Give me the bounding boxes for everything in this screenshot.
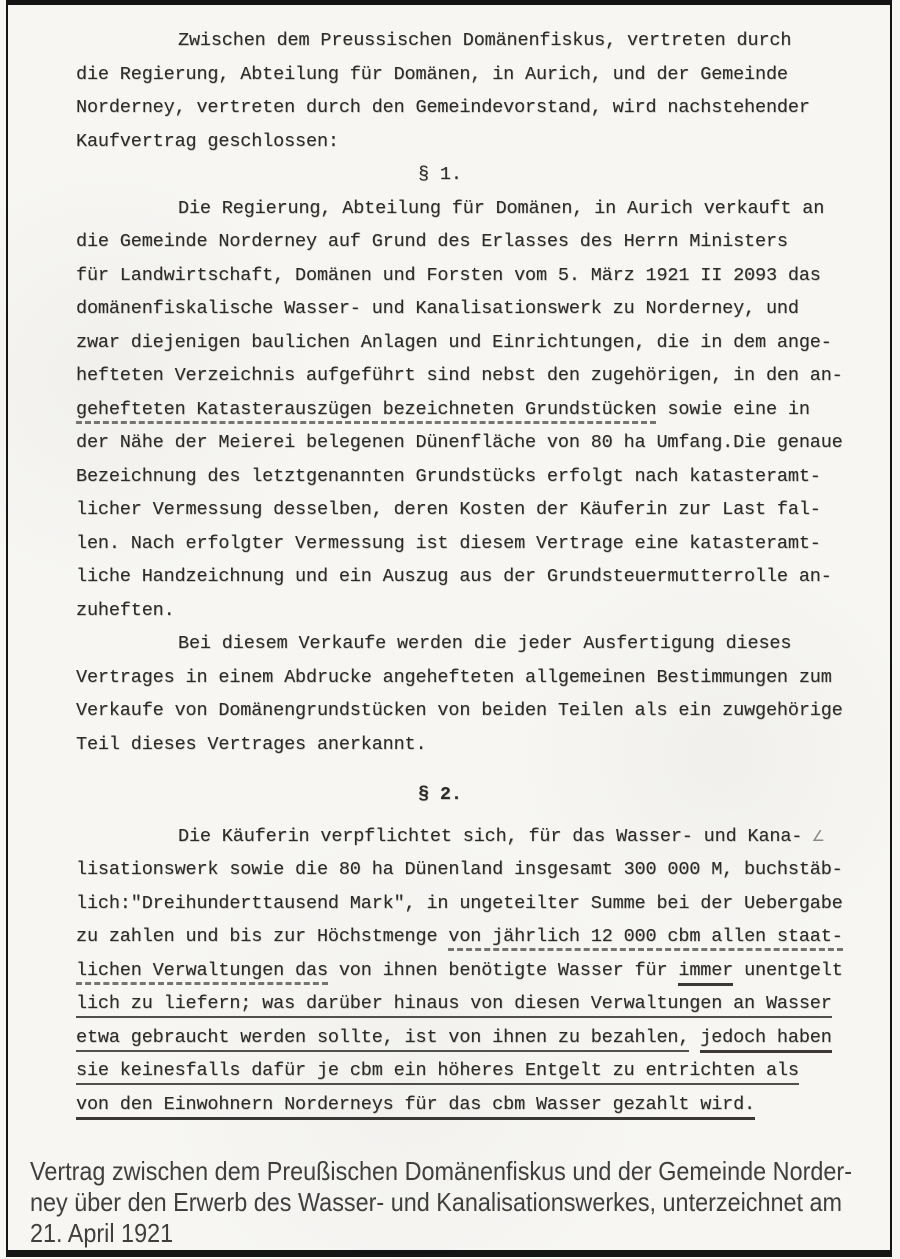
- text-segment: von ihnen benötigte Wasser für: [327, 959, 679, 981]
- text-segment: der Nähe der Meierei belegenen Dünenfläche von 80 ha Umfang.Die genaue: [76, 432, 843, 453]
- pencil-mark: ∠: [802, 826, 825, 845]
- text-segment: Vertrages in einem Abdrucke angehefteten allgemeinen Bestimmungen zum: [76, 666, 832, 688]
- document-line: [76, 359, 870, 393]
- document-line: [76, 292, 870, 326]
- text-segment: § 1.: [418, 164, 462, 185]
- document-line: [76, 853, 870, 887]
- document-line: [76, 661, 870, 695]
- document-line: [76, 326, 870, 360]
- text-segment: Kaufvertrag geschlossen:: [76, 130, 339, 152]
- text-segment: § 2.: [418, 784, 462, 805]
- document-line: [76, 1021, 870, 1055]
- text-segment: jedoch haben: [700, 1027, 831, 1053]
- document-line: [76, 192, 870, 226]
- section-heading: [418, 158, 870, 192]
- document-line: [76, 393, 870, 427]
- text-segment: Norderney, vertreten durch den Gemeindevorstand, wird nachstehender: [76, 97, 810, 118]
- text-segment: von den Einwohnern Norderneys für das cbm Wasser gezahlt wird.: [76, 1094, 755, 1120]
- text-segment: etwa gebraucht werden sollte, ist von ihnen zu bezahlen,: [76, 1027, 689, 1052]
- document-line: [76, 954, 870, 988]
- text-segment: lisationswerk sowie die 80 ha Dünenland insgesamt 300 000 M, buchstäb-: [76, 859, 843, 880]
- document-line: [76, 987, 870, 1021]
- caption-block: [30, 1156, 880, 1249]
- section-heading: [418, 778, 870, 812]
- text-segment: zu zahlen und bis zur Höchstmenge: [76, 926, 449, 947]
- text-segment: licher Vermessung desselben, deren Kosten der Käuferin zur Last fal-: [76, 499, 821, 520]
- document-line: [76, 58, 870, 92]
- document-line: [76, 24, 870, 58]
- text-segment: sowie eine in: [656, 398, 810, 420]
- caption-line: 21. April 1921: [30, 1218, 174, 1248]
- text-segment: Bezeichnung des letztgenannten Grundstücks erfolgt nach katasteramt-: [76, 465, 821, 487]
- text-segment: lichen Verwaltungen das: [76, 960, 328, 985]
- caption-line: ney über den Erwerb des Wasser- und Kanalisationswerkes, unterzeichnet am: [30, 1187, 843, 1217]
- document-line: [76, 1054, 870, 1088]
- text-segment: Teil dieses Vertrages anerkannt.: [76, 733, 427, 755]
- document-line: [76, 627, 870, 661]
- text-segment: Die Käuferin verpflichtet sich, für das Wasser- und Kana-: [178, 825, 803, 847]
- text-segment: domänenfiskalische Wasser- und Kanalisationswerk zu Norderney, und: [76, 298, 799, 319]
- document-line: [76, 493, 870, 527]
- text-segment: zuheften.: [76, 599, 175, 621]
- document-line: [76, 225, 870, 259]
- text-segment: liche Handzeichnung und ein Auszug aus der Grundsteuermutterrolle an-: [76, 566, 832, 587]
- document-line: [76, 426, 870, 460]
- document-line: [76, 259, 870, 293]
- document-line: [76, 820, 870, 854]
- document-line: [76, 694, 870, 728]
- document-line: [76, 594, 870, 628]
- document-line: [76, 728, 870, 762]
- text-segment: hefteten Verzeichnis aufgeführt sind nebst den zugehörigen, in den an-: [76, 365, 843, 386]
- document-line: [76, 91, 870, 125]
- text-segment: von jährlich 12 000 cbm allen staat-: [448, 926, 842, 951]
- document-line: [76, 1088, 870, 1122]
- text-segment: lich zu liefern; was darüber hinaus von diesen Verwaltungen an Wasser: [76, 993, 832, 1018]
- text-segment: Zwischen dem Preussischen Domänenfiskus, vertreten durch: [178, 30, 792, 51]
- text-segment: für Landwirtschaft, Domänen und Forsten vom 5. März 1921 II 2093 das: [76, 264, 821, 286]
- text-segment: gehefteten Katasterauszügen bezeichneten Grundstücken: [76, 399, 656, 424]
- text-segment: immer: [678, 960, 733, 986]
- text-segment: Die Regierung, Abteilung für Domänen, in Aurich verkauft an: [178, 197, 825, 219]
- contract-document: [76, 24, 870, 1121]
- text-segment: Verkaufe von Domänengrundstücken von beiden Teilen als ein zuwgehörige: [76, 700, 843, 721]
- document-line: [76, 560, 870, 594]
- text-segment: die Gemeinde Norderney auf Grund des Erlasses des Herrn Ministers: [76, 231, 788, 252]
- text-segment: Bei diesem Verkaufe werden die jeder Ausfertigung dieses: [178, 633, 792, 654]
- text-segment: die Regierung, Abteilung für Domänen, in Aurich, und der Gemeinde: [76, 63, 788, 85]
- text-segment: [689, 1027, 700, 1048]
- document-line: [76, 920, 870, 954]
- text-segment: len. Nach erfolgter Vermessung ist diesem Vertrage eine katasteramt-: [76, 532, 821, 554]
- document-line: [76, 887, 870, 921]
- document-line: [76, 125, 870, 159]
- caption-line: Vertrag zwischen dem Preußischen Domänenfiskus und der Gemeinde Norder-: [30, 1156, 852, 1186]
- text-segment: unentgelt: [733, 959, 843, 981]
- text-segment: sie keinesfalls dafür je cbm ein höheres Entgelt zu entrichten als: [76, 1060, 799, 1085]
- document-line: [76, 527, 870, 561]
- text-segment: zwar diejenigen baulichen Anlagen und Einrichtungen, die in dem ange-: [76, 331, 832, 353]
- text-segment: lich:"Dreihunderttausend Mark", in ungeteilter Summe bei der Uebergabe: [76, 892, 843, 914]
- document-line: [76, 460, 870, 494]
